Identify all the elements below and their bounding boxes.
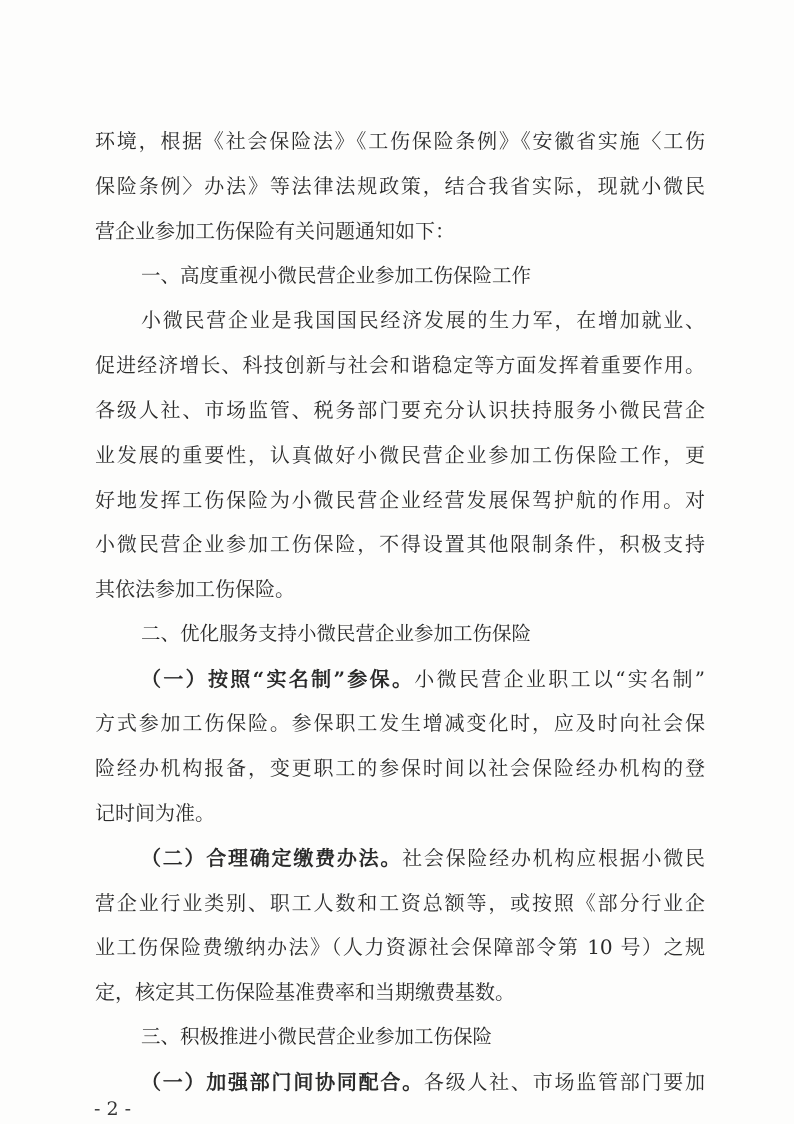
subsection-line (141, 843, 705, 873)
subsection-title: （一）加强部门间协同配合。 (141, 1070, 424, 1094)
body-line: 其依法参加工伤保险。 (95, 577, 295, 601)
body-line: 方式参加工伤保险。参保职工发生增减变化时，应及时向社会保 (95, 711, 705, 735)
body-line: 小微民营企业是我国国民经济发展的生力军，在增加就业、 (141, 308, 705, 332)
body-line: 促进经济增长、科技创新与社会和谐稳定等方面发挥着重要作用。 (95, 353, 705, 377)
subsection-title: （二）合理确定缴费办法。 (141, 846, 403, 870)
body-line: 营企业参加工伤保险有关问题通知如下： (95, 219, 455, 243)
subsection-line (141, 1067, 705, 1097)
page-number: - 2 - (94, 1098, 132, 1120)
subsection-text: 各级人社、市场监管部门要加 (423, 1070, 706, 1094)
body-line: 业工伤保险费缴纳办法》（人力资源社会保障部令第 10 号）之规 (95, 935, 705, 959)
subsection-text: 小微民营企业职工以“实名制” (414, 667, 705, 691)
body-line: 营企业行业类别、职工人数和工资总额等，或按照《部分行业企 (95, 891, 705, 915)
section-heading-2: 二、优化服务支持小微民营企业参加工伤保险 (141, 622, 532, 645)
section-heading-1: 一、高度重视小微民营企业参加工伤保险工作 (141, 264, 532, 287)
body-line: 记时间为准。 (95, 801, 215, 825)
subsection-title: （一）按照“实名制”参保。 (141, 667, 415, 691)
body-line: 业发展的重要性，认真做好小微民营企业参加工伤保险工作，更 (95, 443, 705, 467)
body-line: 险经办机构报备，变更职工的参保时间以社会保险经办机构的登 (95, 756, 705, 780)
body-line: 环境，根据《社会保险法》《工伤保险条例》《安徽省实施〈工伤 (95, 129, 705, 153)
subsection-line (141, 664, 705, 694)
body-line: 定，核定其工伤保险基准费率和当期缴费基数。 (95, 980, 515, 1004)
section-heading-3: 三、积极推进小微民营企业参加工伤保险 (141, 1025, 493, 1048)
body-line: 保险条例〉办法》等法律法规政策，结合我省实际，现就小微民 (95, 174, 705, 198)
body-line: 好地发挥工伤保险为小微民营企业经营发展保驾护航的作用。对 (95, 488, 705, 512)
body-line: 小微民营企业参加工伤保险，不得设置其他限制条件，积极支持 (95, 532, 705, 556)
body-line: 各级人社、市场监管、税务部门要充分认识扶持服务小微民营企 (95, 398, 705, 422)
subsection-text: 社会保险经办机构应根据小微民 (402, 846, 706, 870)
